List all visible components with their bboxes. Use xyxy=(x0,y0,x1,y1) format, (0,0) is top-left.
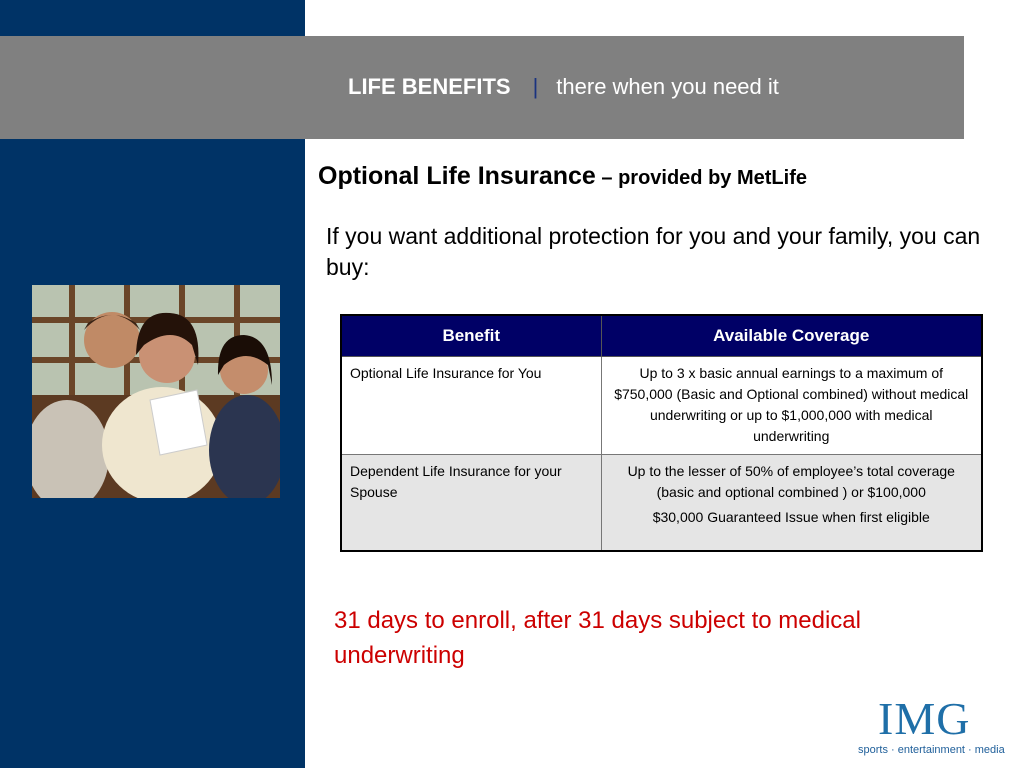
enrollment-note: 31 days to enroll, after 31 days subject to medical underwriting xyxy=(334,607,861,669)
family-photo xyxy=(32,285,280,498)
benefit-cell: Dependent Life Insurance for your Spouse xyxy=(341,455,601,551)
section-title xyxy=(318,162,807,191)
header-tagline: there when you need it xyxy=(556,74,779,99)
column-header-coverage: Available Coverage xyxy=(601,315,982,357)
coverage-table xyxy=(340,314,983,552)
coverage-cell xyxy=(601,455,982,551)
intro-text: If you want additional protection for you and your family, you can buy: xyxy=(326,223,981,280)
section-title-main: Optional Life Insurance xyxy=(318,162,596,190)
header-title-group xyxy=(348,74,779,104)
section-title-provider: – provided by MetLife xyxy=(595,167,807,189)
table-header-row xyxy=(341,315,982,357)
header-title: LIFE BENEFITS xyxy=(348,74,511,99)
header-separator: | xyxy=(532,74,539,99)
table-row xyxy=(341,455,982,551)
benefit-cell: Optional Life Insurance for You xyxy=(341,357,601,455)
column-header-benefit: Benefit xyxy=(341,315,601,357)
table-row xyxy=(341,357,982,455)
coverage-text: Up to the lesser of 50% of employee’s total coverage (basic and optional combined ) or $100,000 xyxy=(627,463,955,500)
company-logo: IMG xyxy=(878,693,971,744)
coverage-cell xyxy=(601,357,982,455)
coverage-text: Up to 3 x basic annual earnings to a maximum of $750,000 (Basic and Optional combined) without medical underwriting or up to $1,000,000 with medical underwriting xyxy=(614,365,969,444)
coverage-extra: $30,000 Guaranteed Issue when first eligible xyxy=(652,509,930,525)
logo-tagline: sports · entertainment · media xyxy=(858,744,1005,756)
